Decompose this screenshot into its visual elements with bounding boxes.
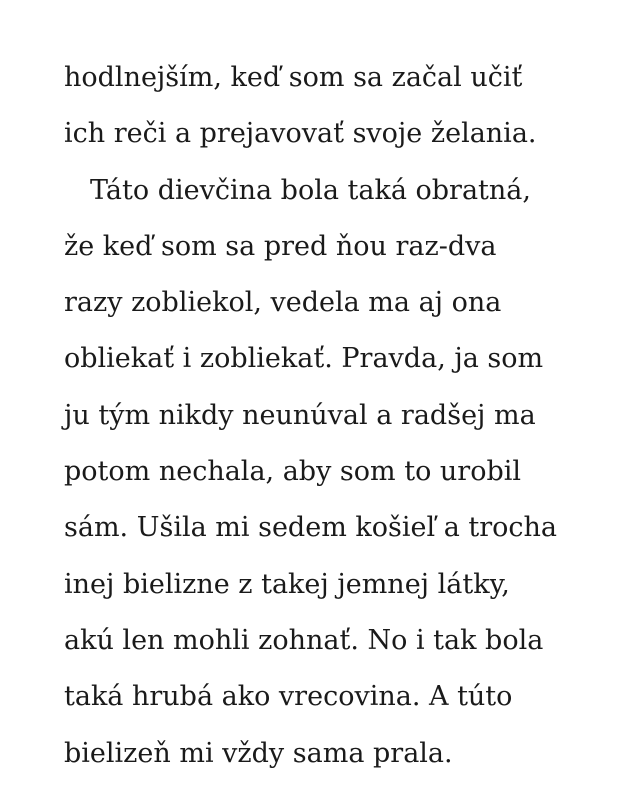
text-line: potom nechala, aby som to urobil <box>64 456 522 488</box>
body-text <box>64 50 624 782</box>
text-line: akú len mohli zohnať. No i tak bola <box>64 624 544 656</box>
text-line: ju tým nikdy neunúval a radšej ma <box>64 399 536 431</box>
text-line: inej bielizne z takej jemnej látky, <box>64 568 510 600</box>
text-line: taká hrubá ako vrecovina. A túto <box>64 681 513 713</box>
text-line: razy zobliekol, vedela ma aj ona <box>64 287 502 319</box>
text-line: ich reči a prejavovať svoje želania. <box>64 118 537 150</box>
text-line: že keď som sa pred ňou raz-dva <box>64 230 497 262</box>
text-line: bielizeň mi vždy sama prala. <box>64 737 453 769</box>
text-line: obliekať i zobliekať. Pravda, ja som <box>64 343 544 375</box>
text-line: hodlnejším, keď som sa začal učiť <box>64 62 523 93</box>
text-line: sám. Ušila mi sedem košieľ a trocha <box>64 512 557 544</box>
paragraph-start-line: Táto dievčina bola taká obratná, <box>90 174 531 206</box>
